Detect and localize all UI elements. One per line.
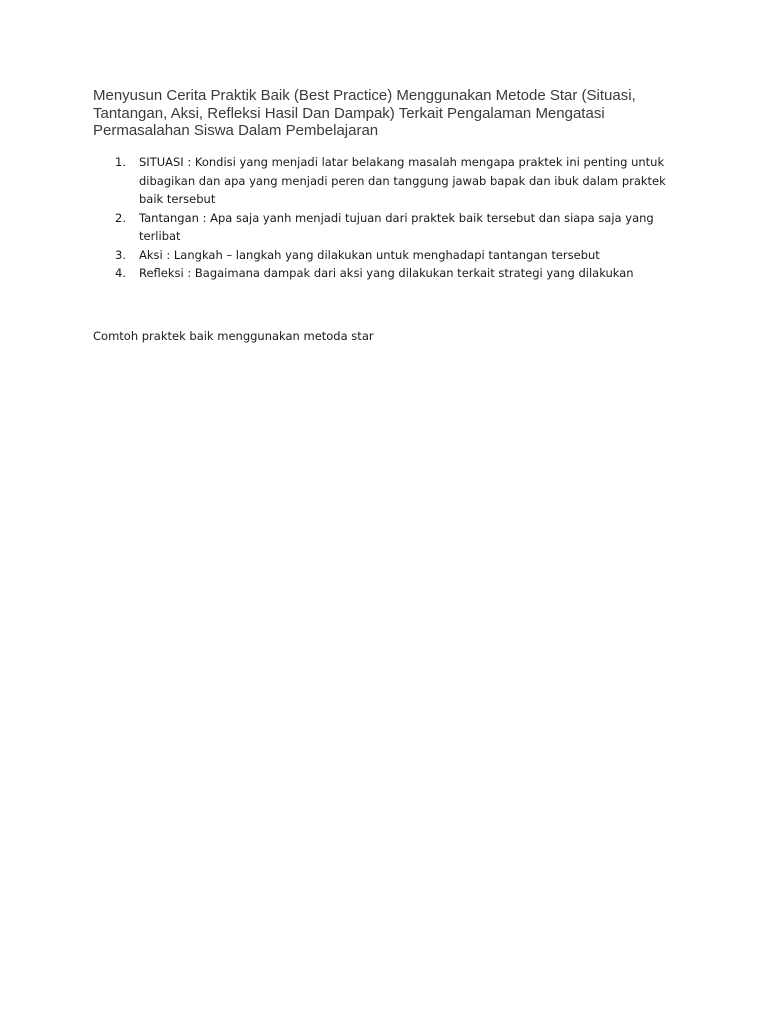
- document-title: Menyusun Cerita Praktik Baik (Best Practice) Menggunakan Metode Star (Situasi, Tantangan, Aksi, Refleksi Hasil Dan Dampak) Terkait Pengalaman Mengatasi Permasalahan Siswa Dalam Pembelajaran: [93, 87, 636, 139]
- list-item-text: Tantangan : Apa saja yanh menjadi tujuan dari praktek baik tersebut dan siapa saja yang terlibat: [139, 210, 654, 243]
- list-number: 2.: [115, 210, 126, 225]
- list-item-tantangan: [93, 209, 673, 246]
- list-number: 3.: [115, 247, 126, 262]
- list-item-situasi: [93, 153, 673, 209]
- list-item-text: SITUASI : Kondisi yang menjadi latar belakang masalah mengapa praktek ini penting untuk dibagikan dan apa yang menjadi peren dan tanggung jawab bapak dan ibuk dalam praktek baik tersebut: [139, 155, 666, 206]
- star-steps-list: [93, 153, 673, 283]
- list-item-aksi: [93, 246, 673, 265]
- list-item-text: Refleksi : Bagaimana dampak dari aksi yang dilakukan terkait strategi yang dilakukan: [139, 266, 634, 280]
- list-number: 4.: [115, 266, 126, 280]
- list-number: 1.: [115, 155, 126, 169]
- list-item-text: Aksi : Langkah – langkah yang dilakukan untuk menghadapi tantangan tersebut: [139, 247, 600, 262]
- example-heading: Comtoh praktek baik menggunakan metoda star: [93, 329, 374, 343]
- list-item-refleksi: [93, 264, 673, 283]
